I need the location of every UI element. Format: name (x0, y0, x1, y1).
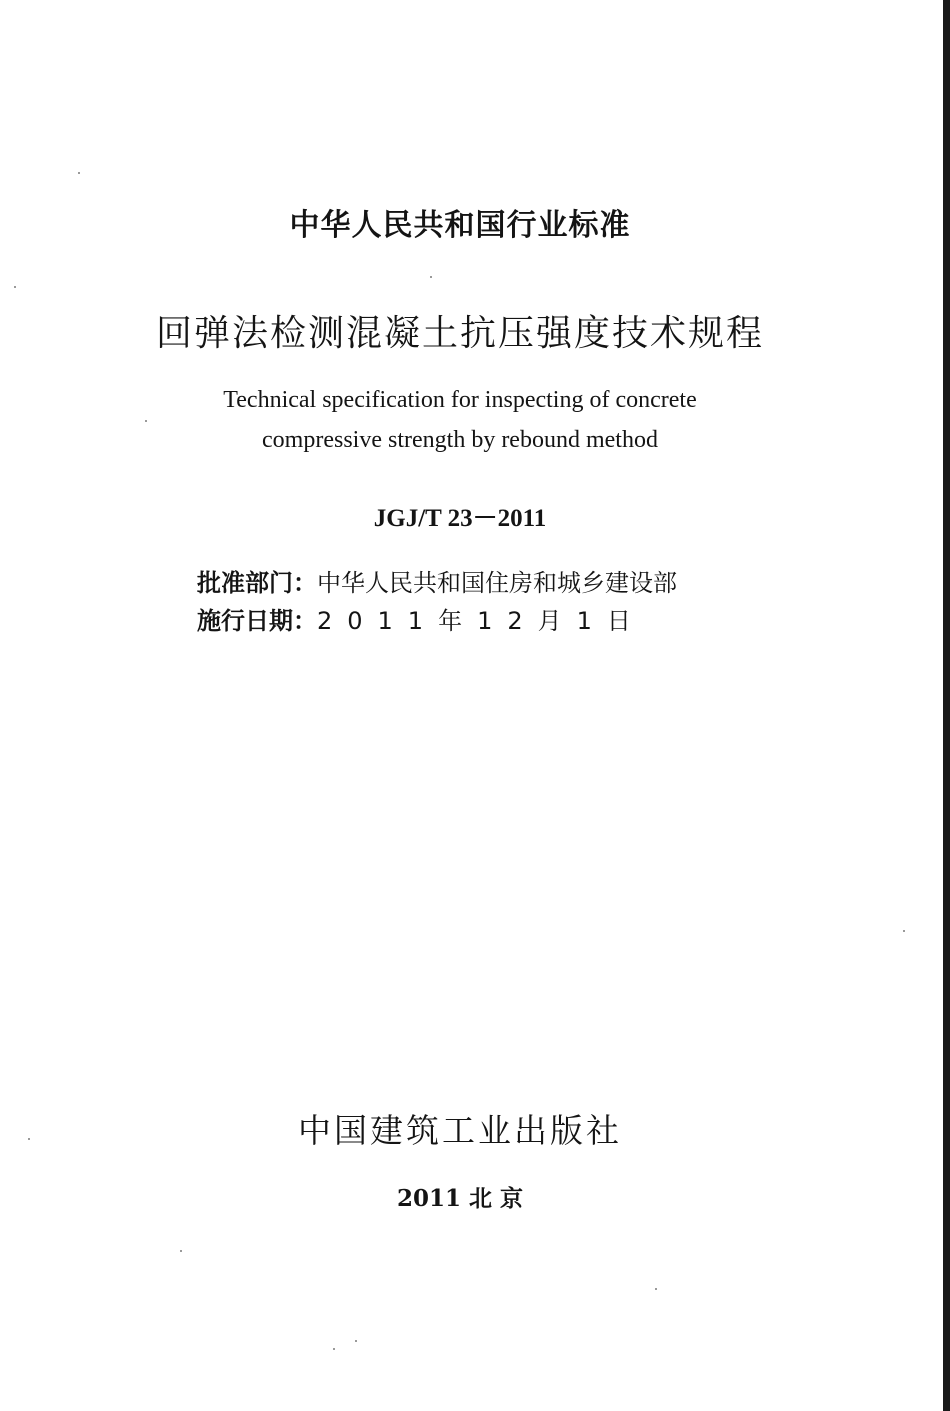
effective-date-label: 施行日期： (197, 607, 317, 635)
standard-series: 中华人民共和国行业标准 (289, 208, 631, 243)
scan-speck (333, 1348, 335, 1350)
publisher: 中国建筑工业出版社 (298, 1111, 622, 1150)
scan-speck (28, 1138, 30, 1140)
title-english-line-1: Technical specification for inspecting of concrete (223, 387, 697, 413)
approval-row (197, 563, 677, 598)
scan-speck (430, 276, 432, 278)
effective-date-row (197, 601, 646, 636)
page-edge-shadow (943, 0, 950, 1411)
publication-year-place: 2011 北 京 (396, 1185, 524, 1212)
scan-speck (14, 286, 16, 288)
approval-label: 批准部门： (197, 569, 317, 597)
scan-speck (355, 1340, 357, 1342)
title-chinese: 回弹法检测混凝土抗压强度技术规程 (155, 313, 764, 354)
scan-speck (655, 1288, 657, 1290)
standard-code: JGJ/T 23－2011 (373, 505, 547, 532)
effective-date: 2011年12月1日 (317, 607, 646, 635)
scan-speck (145, 420, 147, 422)
title-english-line-2: compressive strength by rebound method (262, 427, 658, 453)
scan-speck (180, 1250, 182, 1252)
scan-speck (78, 172, 80, 174)
approval-authority: 中华人民共和国住房和城乡建设部 (317, 569, 677, 597)
scan-speck (903, 930, 905, 932)
